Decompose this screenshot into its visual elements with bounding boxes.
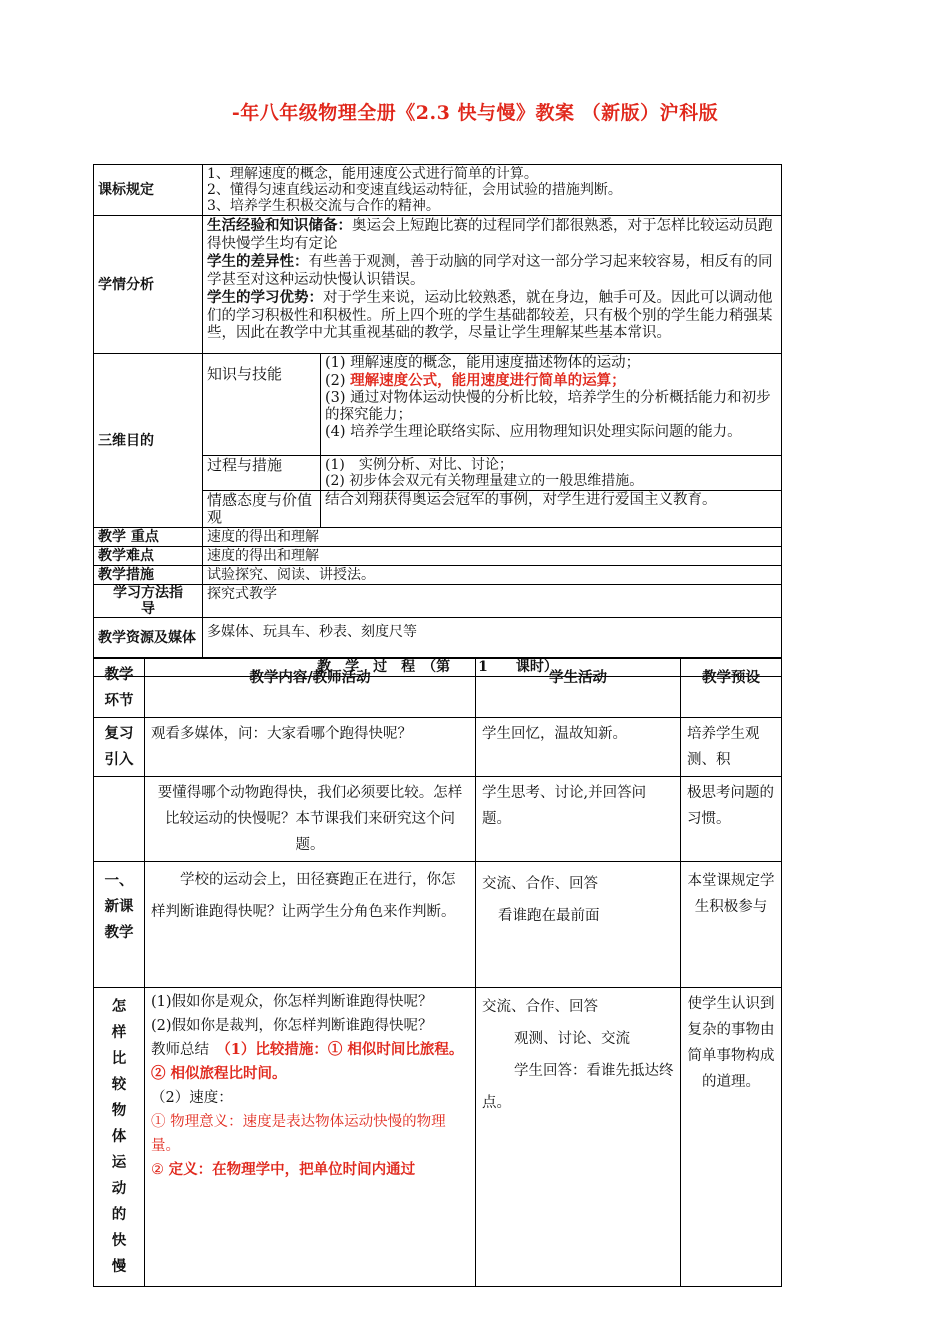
- zhishi-item-1: (1) 理解速度的概念，能用速度描述物体的运动；: [325, 355, 641, 371]
- row4-definition: 定义：在物理学中，把单位时间内通过: [168, 1161, 416, 1178]
- nandian-label: 教学难点: [94, 547, 203, 566]
- ziyuan-content: 多媒体、玩具车、秒表、刻度尺等: [203, 618, 782, 658]
- row4-student-2: 观测、讨论、交流: [514, 1031, 630, 1047]
- guocheng-item-2: (2) 初步体会双元有关物理量建立的一般思维措施。: [325, 473, 644, 489]
- row3-student-2: 看谁跑在最前面: [498, 908, 600, 924]
- xuefa-content: 探究式教学: [203, 585, 782, 618]
- row3-preset: 本堂课规定学生积极参与: [681, 862, 782, 988]
- guocheng-item-1: (1) 实例分析、对比、讨论；: [325, 457, 513, 473]
- zhongdian-label: 教学 重点: [94, 528, 203, 547]
- kebiao-content: [203, 165, 782, 216]
- xueqing-text-1: 奥运会上短跑比赛的过程同学们都很熟悉，对于怎样比较运动员跑得快慢学生均有定论: [207, 218, 773, 252]
- ziyuan-label: 教学资源及媒体: [94, 618, 203, 658]
- teaching-process-table: [93, 658, 782, 1287]
- row1-preset: 培养学生观测、积: [681, 718, 782, 777]
- zhishi-content: [321, 354, 782, 456]
- row3-student: [476, 862, 681, 988]
- zhishi-item-2-num: (2): [325, 373, 351, 389]
- xueqing-head-2: 学生的差异性：: [207, 253, 309, 270]
- kebiao-line-1: 1、理解速度的概念，能用速度公式进行简单的计算。: [207, 166, 538, 182]
- row4-stage: 怎样比较物体运动的快慢: [94, 988, 145, 1287]
- kebiao-label: 课标规定: [94, 165, 203, 216]
- row4-meaning: ① 物理意义：速度是表达物体运动快慢的物理量。: [151, 1114, 446, 1154]
- xueqing-label: 学情分析: [94, 216, 203, 354]
- row4-summary-methods: （1）比较措施：① 相似时间比旅程。② 相似旅程比时间。: [151, 1041, 464, 1082]
- nandian-content: 速度的得出和理解: [203, 547, 782, 566]
- header-student: 学生活动: [476, 659, 681, 718]
- xuefa-label: 学习方法指导: [94, 585, 203, 618]
- row4-question-2: (2)假如你是裁判，你怎样判断谁跑得快呢？: [151, 1018, 433, 1034]
- cuoshi-content: 试验探究、阅读、讲授法。: [203, 566, 782, 585]
- cuoshi-label: 教学措施: [94, 566, 203, 585]
- zhongdian-content: 速度的得出和理解: [203, 528, 782, 547]
- sanwei-label: 三维目的: [94, 354, 203, 528]
- zhishi-label: 知识与技能: [203, 354, 321, 456]
- row4-def-num: ②: [151, 1162, 169, 1178]
- row2-stage: [94, 777, 145, 862]
- header-stage: 教学环节: [94, 659, 145, 718]
- row3-content: 学校的运动会上，田径赛跑正在进行，你怎样判断谁跑得快呢？让两学生分角色来作判断。: [145, 862, 476, 988]
- header-content: 教学内容/教师活动: [145, 659, 476, 718]
- row4-summary-lead: 教师总结: [151, 1042, 224, 1058]
- row4-student-3: 学生回答：看谁先抵达终点。: [482, 1063, 674, 1111]
- guocheng-label: 过程与措施: [203, 456, 321, 491]
- row3-student-1: 交流、合作、回答: [482, 876, 598, 892]
- page-title: -年八年级物理全册《2.3 快与慢》教案 （新版）沪科版: [231, 102, 719, 124]
- row2-preset: 极思考问题的习惯。: [681, 777, 782, 862]
- kebiao-line-3: 3、培养学生积极交流与合作的精神。: [207, 198, 440, 214]
- row4-question-1: (1)假如你是观众，你怎样判断谁跑得快呢？: [151, 994, 433, 1010]
- xueqing-head-3: 学生的学习优势：: [207, 289, 323, 306]
- zhishi-item-4: (4) 培养学生理论联络实际、应用物理知识处理实际问题的能力。: [325, 424, 742, 440]
- row1-student: 学生回忆，温故知新。: [476, 718, 681, 777]
- process-title: 教 学 过 程 （第 1 课时）: [94, 658, 782, 677]
- qinggan-content: 结合刘翔获得奥运会冠军的事例，对学生进行爱国主义教育。: [321, 491, 782, 528]
- xueqing-text-2: 有些善于观测，善于动脑的同学对这一部分学习起来较容易，相反有的同学甚至对这种运动快慢认识错误。: [207, 254, 773, 288]
- row1-stage: 复习引入: [94, 718, 145, 777]
- kebiao-line-2: 2、懂得匀速直线运动和变速直线运动特征，会用试验的措施判断。: [207, 182, 622, 198]
- row1-content: 观看多媒体，问：大家看哪个跑得快呢？: [145, 718, 476, 777]
- course-info-table: [93, 164, 782, 677]
- zhishi-item-3: (3) 通过对物体运动快慢的分析比较，培养学生的分析概括能力和初步的探究能力；: [325, 390, 771, 423]
- xueqing-text-3: 对于学生来说，运动比较熟悉，就在身边，触手可及。因此可以调动他们的学习积极性和积极性。所上四个班的学生基础都较差，只有极个别的学生能力稍强某些，因此在教学中尤其重视基础的教学，尽量让学生理解某些基本常识。: [207, 290, 773, 341]
- zhishi-item-2: 理解速度公式，能用速度进行简单的运算；: [350, 372, 626, 389]
- row2-content: 要懂得哪个动物跑得快，我们必须要比较。怎样比较运动的快慢呢？本节课我们来研究这个问题。: [145, 777, 476, 862]
- row4-student-1: 交流、合作、回答: [482, 999, 598, 1015]
- xueqing-content: [203, 216, 782, 354]
- row4-content: [145, 988, 476, 1287]
- row4-speed: （2）速度：: [151, 1090, 233, 1106]
- row4-preset: 使学生认识到复杂的事物由简单事物构成的道理。: [681, 988, 782, 1287]
- row4-student: [476, 988, 681, 1287]
- guocheng-content: [321, 456, 782, 491]
- row3-stage: 一、新课教学: [94, 862, 145, 988]
- qinggan-label: 情感态度与价值观: [203, 491, 321, 528]
- header-preset: 教学预设: [681, 659, 782, 718]
- row2-student: 学生思考、讨论,并回答问题。: [476, 777, 681, 862]
- xueqing-head-1: 生活经验和知识储备：: [207, 217, 352, 234]
